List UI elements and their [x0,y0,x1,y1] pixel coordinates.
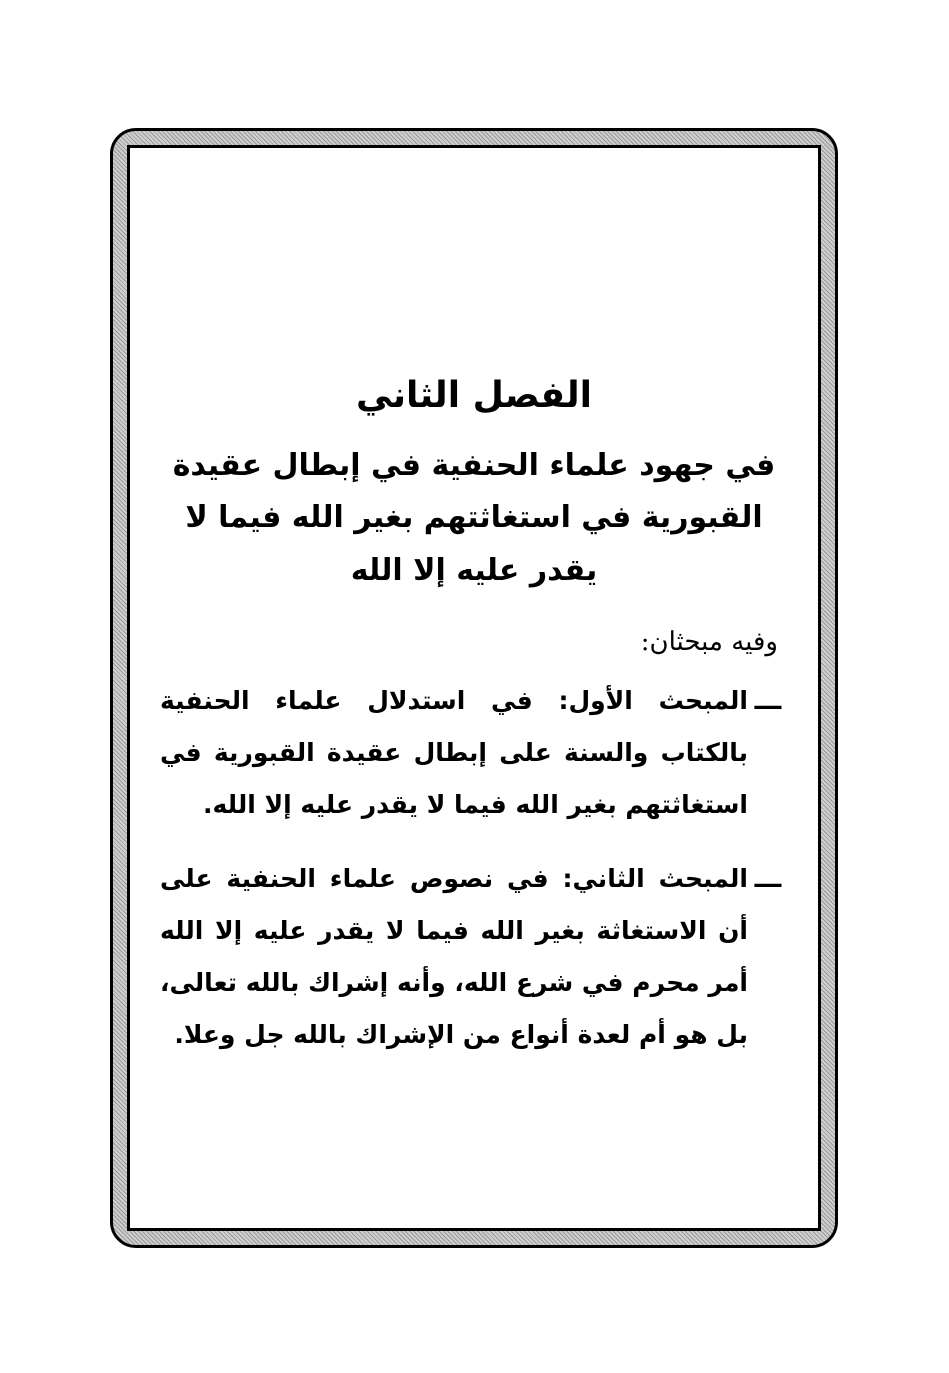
chapter-subtitle: في جهود علماء الحنفية في إبطال عقيدة القبورية في استغاثتهم بغير الله فيما لا يقدر عليه إلا الله [172,447,776,588]
chapter-content [160,373,788,1083]
chapter-title: الفصل الثاني [356,375,592,416]
page-content-area [127,145,821,1231]
section-text: المبحث الثاني: في نصوص علماء الحنفية على أن الاستغاثة بغير الله فيما لا يقدر عليه إلا الله أمر محرم في شرع الله، وأنه إشراك بالله تعالى، بل هو أم لعدة أنواع من الإشراك بالله جل وعلا. [160,864,748,1050]
sections-intro: وفيه مبحثان: [640,627,778,658]
section-text: المبحث الأول: في استدلال علماء الحنفية بالكتاب والسنة على إبطال عقيدة القبورية في استغاثتهم بغير الله فيما لا يقدر عليه إلا الله. [160,686,748,820]
section-dash: ـــ [754,686,782,717]
section-item-2 [160,853,788,1061]
section-item-1 [160,675,788,831]
page-border-frame [110,128,838,1248]
section-dash: ـــ [754,864,782,895]
